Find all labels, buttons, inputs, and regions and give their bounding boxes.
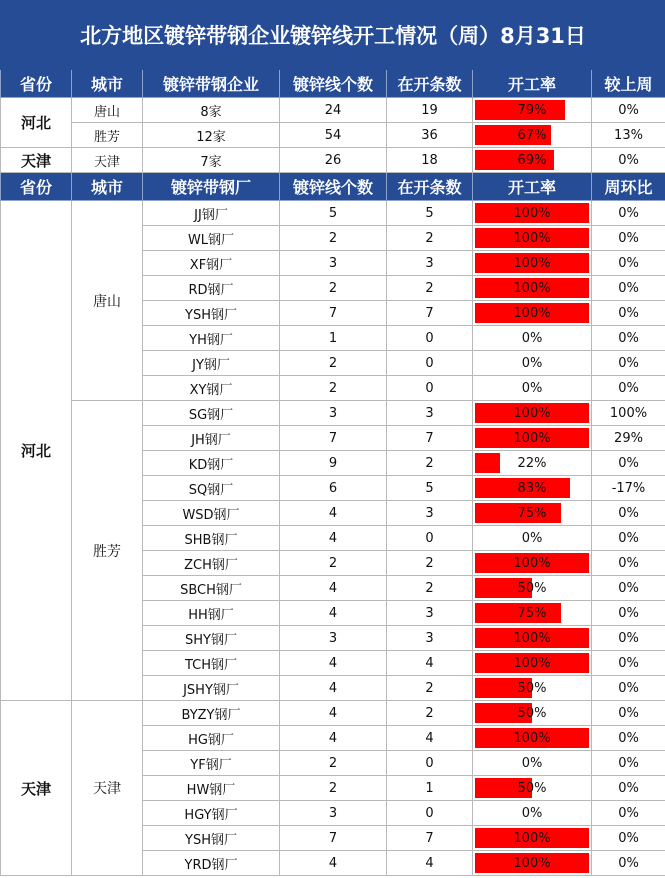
- line-count-cell: 4: [280, 576, 387, 601]
- running-count-cell: 0: [387, 801, 473, 826]
- line-count-cell: 2: [280, 751, 387, 776]
- mill-name-cell: HGY钢厂: [143, 801, 280, 826]
- column-header: 较上周: [592, 70, 665, 98]
- mill-name-cell: YH钢厂: [143, 326, 280, 351]
- line-count-cell: 3: [280, 626, 387, 651]
- running-count-cell: 4: [387, 651, 473, 676]
- company-count-cell: 12家: [143, 123, 280, 148]
- mill-name-cell: YSH钢厂: [143, 301, 280, 326]
- mill-name-cell: SQ钢厂: [143, 476, 280, 501]
- utilization-rate-cell: [473, 148, 592, 173]
- mill-name-cell: SG钢厂: [143, 401, 280, 426]
- table-header-row: [1, 70, 665, 98]
- running-count-cell: 3: [387, 251, 473, 276]
- summary-row: [1, 148, 665, 173]
- week-change-cell: 0%: [592, 526, 665, 551]
- column-header: 周环比: [592, 173, 665, 201]
- week-change-cell: 0%: [592, 501, 665, 526]
- utilization-rate-text: 100%: [513, 855, 551, 871]
- line-count-cell: 7: [280, 826, 387, 851]
- column-header: 开工率: [473, 173, 592, 201]
- running-count-cell: 0: [387, 526, 473, 551]
- week-change-cell: 13%: [592, 123, 665, 148]
- utilization-rate-cell: [473, 451, 592, 476]
- utilization-rate-cell: [473, 751, 592, 776]
- mill-name-cell: ZCH钢厂: [143, 551, 280, 576]
- mill-name-cell: XF钢厂: [143, 251, 280, 276]
- line-count-cell: 3: [280, 801, 387, 826]
- line-count-cell: 4: [280, 851, 387, 876]
- utilization-rate-text: 22%: [517, 455, 547, 471]
- mill-name-cell: HG钢厂: [143, 726, 280, 751]
- company-count-cell: 8家: [143, 98, 280, 123]
- city-cell: 唐山: [72, 98, 143, 123]
- utilization-rate-cell: [473, 726, 592, 751]
- line-count-cell: 2: [280, 776, 387, 801]
- week-change-cell: 0%: [592, 98, 665, 123]
- line-count-cell: 3: [280, 401, 387, 426]
- utilization-rate-cell: [473, 601, 592, 626]
- week-change-cell: 0%: [592, 576, 665, 601]
- week-change-cell: 0%: [592, 551, 665, 576]
- utilization-rate-text: 67%: [517, 127, 547, 143]
- city-cell: 天津: [72, 148, 143, 173]
- utilization-rate-text: 100%: [513, 305, 551, 321]
- summary-row: [1, 123, 665, 148]
- utilization-rate-text: 100%: [513, 280, 551, 296]
- utilization-rate-cell: [473, 226, 592, 251]
- running-count-cell: 18: [387, 148, 473, 173]
- utilization-rate-text: 100%: [513, 405, 551, 421]
- utilization-rate-text: 0%: [521, 330, 543, 346]
- utilization-rate-cell: [473, 476, 592, 501]
- utilization-rate-text: 100%: [513, 555, 551, 571]
- utilization-rate-text: 75%: [517, 605, 547, 621]
- week-change-cell: 0%: [592, 801, 665, 826]
- utilization-rate-cell: [473, 123, 592, 148]
- column-header: 镀锌带钢企业: [143, 70, 280, 98]
- mill-name-cell: RD钢厂: [143, 276, 280, 301]
- running-count-cell: 3: [387, 501, 473, 526]
- utilization-rate-cell: [473, 826, 592, 851]
- running-count-cell: 0: [387, 351, 473, 376]
- mill-name-cell: WL钢厂: [143, 226, 280, 251]
- running-count-cell: 19: [387, 98, 473, 123]
- utilization-rate-cell: [473, 401, 592, 426]
- running-count-cell: 5: [387, 201, 473, 226]
- utilization-rate-text: 50%: [517, 580, 547, 596]
- week-change-cell: 0%: [592, 676, 665, 701]
- running-count-cell: 3: [387, 401, 473, 426]
- running-count-cell: 3: [387, 601, 473, 626]
- utilization-rate-cell: [473, 851, 592, 876]
- running-count-cell: 2: [387, 551, 473, 576]
- line-count-cell: 54: [280, 123, 387, 148]
- utilization-rate-cell: [473, 501, 592, 526]
- running-count-cell: 4: [387, 726, 473, 751]
- running-count-cell: 0: [387, 326, 473, 351]
- company-count-cell: 7家: [143, 148, 280, 173]
- week-change-cell: 0%: [592, 376, 665, 401]
- line-count-cell: 2: [280, 376, 387, 401]
- line-count-cell: 4: [280, 601, 387, 626]
- week-change-cell: 0%: [592, 201, 665, 226]
- utilization-rate-text: 100%: [513, 230, 551, 246]
- line-count-cell: 2: [280, 551, 387, 576]
- running-count-cell: 2: [387, 451, 473, 476]
- week-change-cell: 0%: [592, 701, 665, 726]
- week-change-cell: 0%: [592, 351, 665, 376]
- utilization-rate-cell: [473, 676, 592, 701]
- utilization-rate-text: 0%: [521, 755, 543, 771]
- week-change-cell: 29%: [592, 426, 665, 451]
- utilization-rate-text: 0%: [521, 805, 543, 821]
- mill-name-cell: HH钢厂: [143, 601, 280, 626]
- week-change-cell: 0%: [592, 251, 665, 276]
- week-change-cell: 0%: [592, 651, 665, 676]
- province-cell: 天津: [1, 148, 72, 173]
- running-count-cell: 2: [387, 576, 473, 601]
- running-count-cell: 2: [387, 676, 473, 701]
- week-change-cell: 100%: [592, 401, 665, 426]
- city-cell: 胜芳: [72, 401, 143, 701]
- line-count-cell: 4: [280, 726, 387, 751]
- utilization-rate-cell: [473, 626, 592, 651]
- utilization-rate-text: 100%: [513, 205, 551, 221]
- line-count-cell: 2: [280, 351, 387, 376]
- mill-name-cell: SBCH钢厂: [143, 576, 280, 601]
- utilization-rate-text: 100%: [513, 630, 551, 646]
- line-count-cell: 4: [280, 651, 387, 676]
- week-change-cell: 0%: [592, 601, 665, 626]
- running-count-cell: 7: [387, 426, 473, 451]
- column-header: 城市: [72, 70, 143, 98]
- utilization-rate-text: 83%: [517, 480, 547, 496]
- summary-row: [1, 98, 665, 123]
- utilization-rate-text: 100%: [513, 830, 551, 846]
- utilization-rate-cell: [473, 301, 592, 326]
- running-count-cell: 2: [387, 276, 473, 301]
- line-count-cell: 1: [280, 326, 387, 351]
- week-change-cell: 0%: [592, 276, 665, 301]
- utilization-rate-text: 50%: [517, 705, 547, 721]
- table-row: [1, 701, 665, 726]
- week-change-cell: 0%: [592, 726, 665, 751]
- week-change-cell: 0%: [592, 326, 665, 351]
- line-count-cell: 4: [280, 701, 387, 726]
- utilization-rate-cell: [473, 276, 592, 301]
- utilization-rate-cell: [473, 426, 592, 451]
- running-count-cell: 0: [387, 376, 473, 401]
- utilization-rate-text: 75%: [517, 505, 547, 521]
- line-count-cell: 2: [280, 276, 387, 301]
- mill-name-cell: KD钢厂: [143, 451, 280, 476]
- week-change-cell: 0%: [592, 776, 665, 801]
- utilization-rate-cell: [473, 801, 592, 826]
- utilization-rate-text: 50%: [517, 680, 547, 696]
- utilization-rate-cell: [473, 326, 592, 351]
- line-count-cell: 2: [280, 226, 387, 251]
- utilization-rate-text: 100%: [513, 730, 551, 746]
- mill-name-cell: JJ钢厂: [143, 201, 280, 226]
- line-count-cell: 4: [280, 676, 387, 701]
- utilization-bar: [475, 453, 500, 473]
- city-cell: 唐山: [72, 201, 143, 401]
- week-change-cell: -17%: [592, 476, 665, 501]
- column-header: 省份: [1, 173, 72, 201]
- line-count-cell: 9: [280, 451, 387, 476]
- line-count-cell: 4: [280, 526, 387, 551]
- mill-name-cell: WSD钢厂: [143, 501, 280, 526]
- running-count-cell: 1: [387, 776, 473, 801]
- utilization-rate-cell: [473, 576, 592, 601]
- province-cell: 河北: [1, 201, 72, 701]
- utilization-rate-text: 79%: [517, 102, 547, 118]
- utilization-rate-cell: [473, 651, 592, 676]
- column-header: 省份: [1, 70, 72, 98]
- table-row: [1, 401, 665, 426]
- column-header: 在开条数: [387, 70, 473, 98]
- line-count-cell: 3: [280, 251, 387, 276]
- line-count-cell: 7: [280, 426, 387, 451]
- utilization-rate-cell: [473, 776, 592, 801]
- week-change-cell: 0%: [592, 626, 665, 651]
- week-change-cell: 0%: [592, 148, 665, 173]
- line-count-cell: 4: [280, 501, 387, 526]
- utilization-rate-cell: [473, 701, 592, 726]
- utilization-rate-cell: [473, 251, 592, 276]
- city-cell: 天津: [72, 701, 143, 876]
- mill-name-cell: YRD钢厂: [143, 851, 280, 876]
- mill-name-cell: YSH钢厂: [143, 826, 280, 851]
- running-count-cell: 5: [387, 476, 473, 501]
- running-count-cell: 2: [387, 701, 473, 726]
- utilization-rate-cell: [473, 551, 592, 576]
- utilization-rate-cell: [473, 201, 592, 226]
- column-header: 镀锌带钢厂: [143, 173, 280, 201]
- mill-name-cell: HW钢厂: [143, 776, 280, 801]
- mill-name-cell: BYZY钢厂: [143, 701, 280, 726]
- column-header: 开工率: [473, 70, 592, 98]
- week-change-cell: 0%: [592, 301, 665, 326]
- utilization-rate-text: 100%: [513, 255, 551, 271]
- running-count-cell: 2: [387, 226, 473, 251]
- column-header: 在开条数: [387, 173, 473, 201]
- city-cell: 胜芳: [72, 123, 143, 148]
- province-cell: 河北: [1, 98, 72, 148]
- utilization-rate-text: 0%: [521, 355, 543, 371]
- week-change-cell: 0%: [592, 751, 665, 776]
- column-header: 镀锌线个数: [280, 70, 387, 98]
- column-header: 镀锌线个数: [280, 173, 387, 201]
- line-count-cell: 7: [280, 301, 387, 326]
- utilization-rate-text: 100%: [513, 655, 551, 671]
- mill-name-cell: TCH钢厂: [143, 651, 280, 676]
- week-change-cell: 0%: [592, 226, 665, 251]
- utilization-rate-text: 0%: [521, 380, 543, 396]
- table-header-row: [1, 173, 665, 201]
- running-count-cell: 7: [387, 301, 473, 326]
- mill-name-cell: SHY钢厂: [143, 626, 280, 651]
- utilization-rate-text: 100%: [513, 430, 551, 446]
- page-title: 北方地区镀锌带钢企业镀锌线开工情况（周）8月31日: [1, 1, 665, 70]
- mill-name-cell: SHB钢厂: [143, 526, 280, 551]
- mill-name-cell: JY钢厂: [143, 351, 280, 376]
- mill-name-cell: XY钢厂: [143, 376, 280, 401]
- utilization-rate-text: 50%: [517, 780, 547, 796]
- table-row: [1, 201, 665, 226]
- mill-name-cell: YF钢厂: [143, 751, 280, 776]
- running-count-cell: 7: [387, 826, 473, 851]
- line-count-cell: 26: [280, 148, 387, 173]
- utilization-rate-cell: [473, 526, 592, 551]
- utilization-rate-cell: [473, 98, 592, 123]
- mill-name-cell: JSHY钢厂: [143, 676, 280, 701]
- running-count-cell: 36: [387, 123, 473, 148]
- utilization-rate-text: 69%: [517, 152, 547, 168]
- running-count-cell: 3: [387, 626, 473, 651]
- week-change-cell: 0%: [592, 851, 665, 876]
- week-change-cell: 0%: [592, 451, 665, 476]
- utilization-rate-cell: [473, 351, 592, 376]
- utilization-rate-cell: [473, 376, 592, 401]
- week-change-cell: 0%: [592, 826, 665, 851]
- utilization-rate-text: 0%: [521, 530, 543, 546]
- line-count-cell: 24: [280, 98, 387, 123]
- province-cell: 天津: [1, 701, 72, 876]
- running-count-cell: 4: [387, 851, 473, 876]
- running-count-cell: 0: [387, 751, 473, 776]
- line-count-cell: 5: [280, 201, 387, 226]
- line-count-cell: 6: [280, 476, 387, 501]
- mill-name-cell: JH钢厂: [143, 426, 280, 451]
- column-header: 城市: [72, 173, 143, 201]
